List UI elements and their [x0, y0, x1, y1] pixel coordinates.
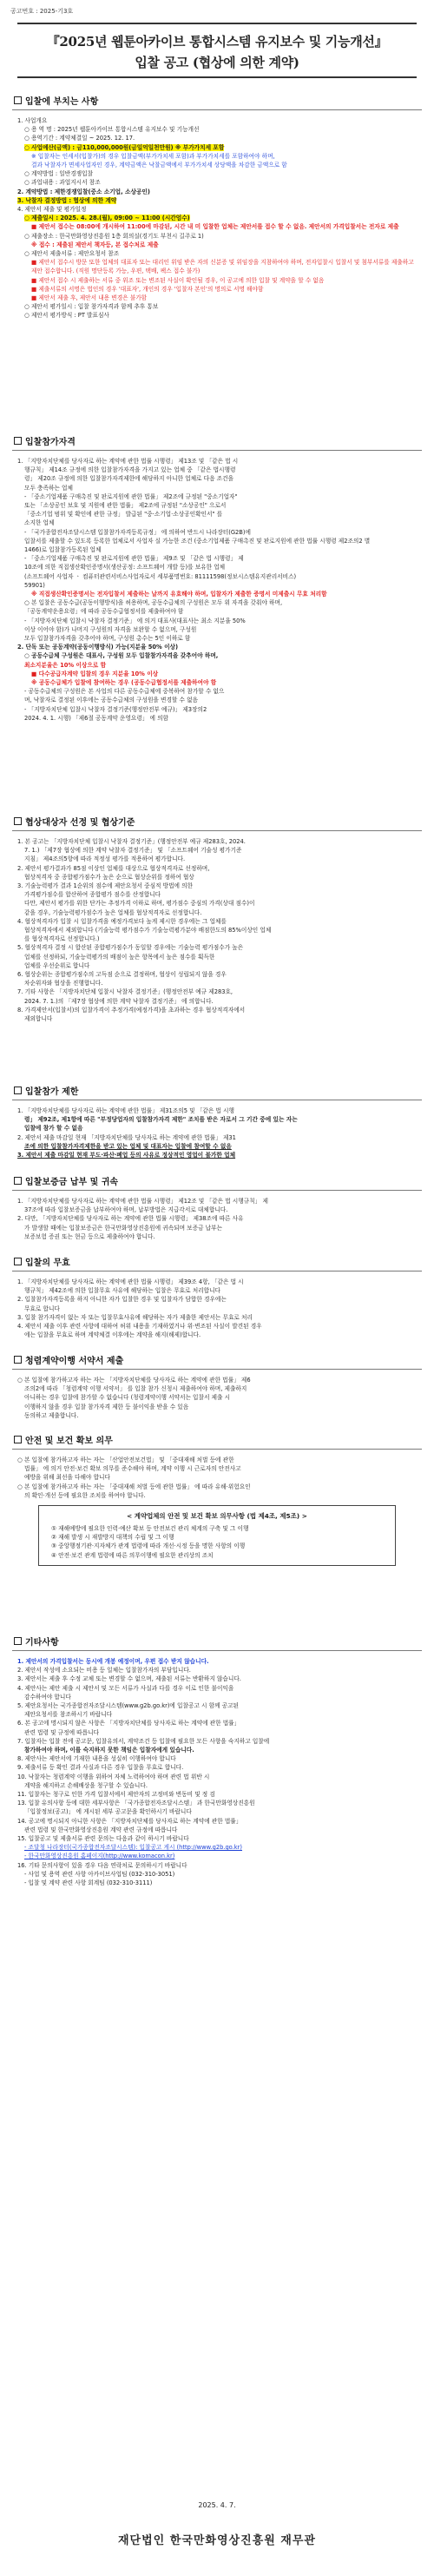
text-line: 1. 「지방자치단체를 당사자로 하는 계약에 관한 법률」 제31조의5 및 「같은 법 시행: [17, 1107, 234, 1114]
text-line: ○ 제안서 평가일시 : 입찰 참가자격과 함께 추후 통보: [24, 303, 159, 311]
text-line: 차순위자와 협상을 진행합니다.: [24, 980, 103, 987]
text-line: - 「지방자치단체 입찰시 낙찰자 결정기준(행정안전부 예규)」 제3장의2: [24, 705, 207, 713]
text-line: 2024. 7. 1.)의 「제7장 협상에 의한 계약 낙찰자 결정기준」 에 의합니다.: [24, 997, 214, 1005]
page-subtitle: 입찰 공고 (협상에 의한 계약): [135, 55, 299, 70]
text-line: 무효로 합니다: [24, 1305, 60, 1312]
text-line: 다만, 제안서 평가를 위한 단가는 추정가격 이하로 하며, 평가점수 중심의 가격(상대 점수)이: [24, 900, 255, 908]
text-line: 또는 「소상공인 보호 및 지원에 관한 법률」 제2조에 규정된 "소상공인" 으로서: [24, 502, 227, 510]
text-line: 며, 낙찰자로 결정된 이후에는 공동수급체의 구성원을 변경할 수 없음: [24, 697, 199, 704]
text-line: 소지한 업체: [24, 519, 55, 527]
text-line: 1. 제안서의 가격입찰서는 동시에 개봉 예정이며, 우편 접수 받지 않습니다.: [17, 1658, 209, 1665]
text-line: 10. 낙찰자는 청렴계약 이행을 위하여 자체 노력하여야 하며 관련 법 위반 시: [17, 1773, 210, 1780]
text-line: 2. 제안서 평가결과가 85점 이상인 업체를 대상으로 협상적격자로 선정하며,: [17, 864, 210, 872]
section-integrity-pledge: [12, 1353, 422, 1420]
text-line: 14. 공고에 명시되지 아니한 사항은 「지방자치단체를 당사자로 하는 계약에 관한 법률」: [17, 1817, 242, 1825]
square-bullet-icon: [14, 437, 22, 445]
section-deposit: [12, 1174, 422, 1241]
text-line: 같을 경우, 기술능력평가점수가 높은 업체를 협상적격자로 선정합니다.: [24, 908, 202, 916]
text-line: 1466)로 입찰참가등록된 업체: [24, 546, 102, 554]
issuer-name: 재단법인 한국만화영상진흥원 재무관: [118, 2534, 316, 2547]
text-line: 5. 협상적격자 결정 시 합산된 종합평가점수가 동일할 경우에는 기술능력 평가점수가 높은: [17, 944, 244, 952]
text-line: 가격평가점수를 합산하여 종합평가 점수를 산정합니다: [24, 891, 161, 899]
text-line: 의 확인·개선 등에 필요한 조치를 하여야 합니다.: [24, 1491, 146, 1499]
section-title: 청렴계약이행 서약서 제출: [12, 1353, 422, 1370]
text-line: 협상적격자에서 제외합니다 (기술능력 평가점수가 기술능력평가분야 배점한도의 85%이상인 업체: [24, 927, 272, 935]
text-line: 4. 제안서 제출 및 평가일정: [17, 206, 87, 214]
text-line: 보증보험 증권 또는 현금 등으로 제출하여야 합니다.: [24, 1232, 155, 1240]
safety-obligations-box: [38, 1505, 396, 1566]
text-line: ○ 과업내용 : 과업지시서 참조: [24, 179, 101, 187]
section-restriction: [12, 1084, 422, 1159]
text-line: - 「국가종합전자조달시스템 입찰참가자격등록규정」 에 의하여 반드시 나라장터(G2B)에: [24, 528, 251, 536]
section-title: 기타사항: [12, 1635, 422, 1651]
text-line: 계약을 해지하고 손해배상을 청구할 수 있습니다.: [24, 1781, 148, 1789]
title-box: [17, 23, 417, 78]
text-line: 결과 낙찰자가 면세사업자인 경우, 계약금액은 낙찰금액에서 부가가치세 상당액을 차감한 금액으로 함: [31, 162, 287, 169]
section-negotiation: [12, 815, 422, 1023]
text-line: 9. 제출서류 등 확인 결과 사실과 다른 경우 입찰을 무효로 합니다.: [17, 1764, 184, 1772]
text-line: 6. 본 공고에 명시되지 않은 사항은 「지방자치단체를 당사자로 하는 계약에 관한 법률」: [17, 1720, 240, 1727]
text-line: ○ 본 입찰에 참가하고자 하는 자는 「중대재해 처벌 등에 관한 법률」 에 따라 유해·위험요인: [17, 1483, 251, 1490]
text-line: 참가하여야 하며, 이를 숙지하지 못한 책임은 입찰자에게 있습니다.: [24, 1747, 194, 1754]
text-line: 1. 「지방자치단체를 당사자로 하는 계약에 관한 법률 시행령」 제12조 및 「같은 법 시행규칙」 제: [17, 1198, 268, 1205]
text-line: 5. 제안요청서는 국가종합전자조달시스템(www.g2b.go.kr)에 입찰공고 시 함께 공고된: [17, 1702, 239, 1710]
text-line: 8. 제안사는 제안서에 기재한 내용을 성실히 이행하여야 합니다: [17, 1755, 176, 1763]
text-line: 모두 입찰참가자격을 갖추어야 하며, 구성원 총수는 5인 이하로 함: [24, 635, 191, 643]
text-line: ④ 안전·보건 관계 법령에 따른 의무이행에 필요한 관리상의 조치: [51, 1551, 214, 1559]
text-line: ○ 본 입찰에 참가하고자 하는 자는 「산업안전보건법」 및 「중대재해 처벌 등에 관한: [17, 1456, 234, 1463]
text-line: 3. 입찰 참가자격이 없는 자 또는 입찰무효사유에 해당하는 자가 제출한 제안서는 무효로 처리: [17, 1313, 253, 1321]
text-line: 2. 제안서 제출 마감일 현재 「지방자치단체를 당사자로 하는 계약에 관한 법률」 제31: [17, 1133, 236, 1141]
text-line: 8. 가격제안서(입찰서)의 입찰가격이 추정가격(예정가격)을 초과하는 경우 협상적격자에서: [17, 1006, 246, 1014]
notice-number: 공고번호 : 2025-기3호: [10, 8, 74, 15]
section-misc: [12, 1635, 422, 1887]
text-line: 3. 제안서는 제출 후 수정 교체 또는 변경할 수 없으며, 제출된 서류는 반환하지 않습니다.: [17, 1675, 241, 1683]
g2b-link-line: [24, 1843, 422, 1852]
text-line: ○ 본 입찰에 참가하고자 하는 자는 「지방자치단체를 당사자로 하는 계약에 관한 법률」 제6: [17, 1377, 251, 1384]
text-line: ○ 공동수급체 구성원은 대표사, 구성원 모두 입찰참가자격을 갖추어야 하며,: [24, 652, 219, 660]
text-line: ○ 본 입찰은 공동수급(공동이행방식)을 허용하며, 공동수급체의 구성원은 모두 위 자격을 갖춰야 하며,: [24, 599, 283, 607]
text-line: - 「중소기업제품 구매촉진 및 판로지원에 관한 법률」 제9조 및 「같은 법 시행령」 제: [24, 555, 244, 563]
square-bullet-icon: [14, 1177, 22, 1185]
text-line: 제안요청서를 참조하시기 바랍니다: [24, 1711, 113, 1719]
text-line: ■ 제안서 접수는 08:00에 개시하여 11:00에 마감된, 시간 내 미 입찰한 업체는 제안서를 접수 할 수 없음. 제안서의 가격입찰서는 전자로 제출: [31, 223, 399, 231]
text-line: 59901): [24, 581, 45, 589]
text-line: ② 재해 발생 시 재발방지 대책의 수립 및 그 이행: [51, 1534, 174, 1542]
text-line: ※ 직접생산확인증명서는 전자입찰서 제출하는 날까지 유효해야 하며, 입찰자가 제출한 증명서 미제출시 무효 처리함: [31, 591, 327, 598]
text-line: 1. 사업개요: [17, 117, 48, 124]
text-line: - 사업 및 용역 관련 사항 아카이브사업팀 (032-310-3051): [24, 1870, 175, 1878]
square-bullet-icon: [14, 1087, 22, 1094]
section-title: 입찰참가 제한: [12, 1084, 422, 1100]
text-line: ○ 제안서 평가방식 : PT 발표심사: [24, 312, 109, 320]
square-bullet-icon: [14, 817, 22, 825]
text-line: 법률」 에 의거 안전·보건 확보 의무를 준수해야 하며, 계약 이행 시 근로자의 안전사고: [24, 1465, 241, 1473]
text-line: ○ 용역기간 : 계약체결일 ~ 2025. 12. 17.: [24, 135, 135, 142]
text-line: 조에 의한 입찰참가자격제한을 받고 있는 업체 및 대표자는 입찰에 참여할 수 없음: [24, 1142, 232, 1150]
text-line: 2. 입찰참가자격등록을 하지 아니한 자가 입찰한 경우 및 입찰자가 담합한 경우에는: [17, 1296, 227, 1304]
square-bullet-icon: [14, 1258, 22, 1265]
text-line: ③ 중앙행정기관·지자체가 관계 법령에 따라 개선·시정 등을 명한 사항의 이행: [51, 1542, 246, 1550]
text-line: 동의하고 제출합니다.: [24, 1411, 79, 1419]
text-line: 지침」 제4조의5항에 따라 적정성 평가를 적용하여 평가합니다.: [24, 855, 186, 863]
text-line: ※ 접수 : 제출된 제안서 책자등, 본 접수처로 제출: [31, 241, 159, 248]
text-line: ① 재해예방에 필요한 인력·예산 확보 등 안전보건 관리 체계의 구축 및 그 이행: [51, 1525, 249, 1533]
text-line: ■ 제안서 접수 시 제출하는 서류 중 위조 또는 변조된 사실이 확인될 경우, 이 공고에 의한 입찰 및 계약을 할 수 없음: [31, 276, 325, 284]
text-line: 2. 다만, 「지방자치단체를 당사자로 하는 계약에 관한 법률 시행령」 제38조에 따른 사유: [17, 1215, 244, 1223]
text-line: 행규칙」 제14조 규정에 의한 입찰참가자격을 가지고 있는 업체 중 「같은 법시행령: [24, 466, 236, 474]
text-line: 11. 입찰자는 청구로 인한 가격 입찰서에서 제안자의 고정비와 변동비 및 정 검: [17, 1791, 215, 1799]
section-bid-items: [12, 94, 422, 320]
text-line: 가 발생할 때에는 입찰보증금은 한국만화영상진흥원에 귀속되며 보증금 납부는: [24, 1224, 223, 1232]
text-line: 13. 입찰 유의사항 등에 대한 세부사항은 「국가종합전자조달시스템」 과 한국만화영상진흥원: [17, 1800, 255, 1807]
section-safety: [12, 1433, 422, 1571]
komacon-link[interactable]: - 한국만화영상진흥원 홈페이지(http://www.komacon.kr): [24, 1853, 175, 1860]
text-line: 를 협상적격자로 선정합니다.): [24, 935, 100, 943]
text-line: 2024. 4. 1. 시행) 「제6절 공동계약 운영요령」 에 의함: [24, 714, 169, 722]
text-line: 15. 입찰공고 및 제출서류 관련 문의는 다음과 같이 하시기 바랍니다: [17, 1835, 189, 1843]
text-line: 조의2에 따라 「청렴계약 이행 서약서」 를 입찰 참가 신청시 제출하여야 하며, 제출하지: [24, 1385, 247, 1393]
square-bullet-icon: [14, 1436, 22, 1443]
text-line: 3. 제안서 제출 마감일 현재 부도·파산·폐업 등의 사유로 정상적인 영업이 불가한 업체: [17, 1152, 236, 1159]
text-line: - 공동수급체의 구성원은 본 사업의 다른 공동수급체에 중복하여 참가할 수 없으: [24, 688, 225, 696]
text-line: 4. 제안사는 제안 제출 시 제안서 및 모든 서류가 사실과 다를 경우 이로 인한 불이익을: [17, 1684, 234, 1692]
text-line: 4. 협상적격자가 입찰 시 입찰가격을 예정가격보다 높게 제시한 경우에는 그 업체를: [17, 917, 227, 925]
text-line: ○ 제안서 제출서류 : 제안요청서 참조: [24, 250, 120, 258]
section-title: 입찰보증금 납부 및 귀속: [12, 1174, 422, 1191]
text-line: 2. 단독 또는 공동계약(공동이행방식) 가능(지분율 50% 이상): [17, 644, 179, 651]
text-line: 최소지분율은 10% 이상으로 함: [24, 661, 107, 669]
text-line: 이행하지 않을 경우 입찰 참가자격 제한 등 불이익을 받을 수 있음: [24, 1403, 189, 1410]
text-line: (소프트웨어 사업자 ㆍ 컴퓨터관련서비스사업자로서 세부품명번호: 81111598(정보시스템유지관리서비스): [24, 572, 297, 580]
notice-date: 2025. 4. 7.: [198, 2501, 236, 2509]
section-title: 안전 및 보건 확보 의무: [12, 1433, 422, 1450]
budget-line: ○ 사업예산(금액) : 금110,000,000원(금일억일천만원) ※ 부가가치세 포함: [24, 143, 225, 151]
text-line: 2. 제안서 작성에 소요되는 비용 등 일체는 입찰참가자의 부담입니다.: [17, 1667, 191, 1674]
section-title: 입찰참가자격: [12, 434, 422, 451]
text-line: ○ 계약방법 : 일반경쟁입찰: [24, 170, 94, 178]
text-line: 7. 입찰자는 입찰 전에 공고문, 입찰유의서, 계약조건 등 입찰에 필요한 모든 사항을 숙지하고 입찰에: [17, 1737, 270, 1745]
section-qualification: [12, 434, 422, 723]
text-line: 령」 제92조, 제1항에 따른 "부정당업자의 입찰참가자격 제한" 조치를 받은 자로서 그 기간 중에 있는 자는: [24, 1116, 298, 1124]
text-line: 3. 기술능력평가 결과 1순위의 점수에 제안요청서 중심적 방법에 의한: [17, 882, 194, 890]
square-bullet-icon: [14, 1356, 22, 1364]
text-line: 에는 입찰을 무효로 하며 계약체결 이후에는 계약을 해지(해제)합니다.: [24, 1331, 201, 1339]
text-line: 입찰서를 제출할 수 있도록 등록한 업체로서 사업자 실 가능한 조건 (중소기업제품 구매촉진 및 판로지원에 관한 법률 시행령 제2조의2 별: [24, 537, 371, 545]
text-line: 제안 접수합니다. (직원 명단등록 가능, 우편, 택배, 팩스 접수 불가): [31, 268, 201, 275]
g2b-link[interactable]: - 조달청 나라장터(국가종합전자조달시스템): 입찰공고 게시 (http://www.g2b.go.kr): [24, 1844, 243, 1852]
text-line: 아니하는 경우 입찰에 참가할 수 없습니다 (청렴계약이행 서약서는 입찰서 제출 시: [24, 1394, 231, 1402]
page-title: 『2025년 웹툰아카이브 통합시스템 유지보수 및 기능개선』: [46, 34, 388, 50]
text-line: 업체를 우선순위로 합니다: [24, 961, 90, 969]
text-line: ※ 공동수급체가 입찰에 참여하는 경우 (공동수급협정서를 제출하여야 함: [31, 679, 217, 687]
text-line: 4. 제안서 제출 이후 관련 사항에 대하여 허위 내용을 기재하였거나 위·변조된 사실이 발견된 경우: [17, 1323, 262, 1331]
text-line: 16. 기타 문의사항이 있을 경우 다음 연락처로 문의하시기 바랍니다: [17, 1861, 187, 1869]
text-line: 업체를 선정하되, 기술능력평가의 배점이 높은 항목에서 높은 점수를 획득한: [24, 953, 215, 961]
text-line: ※ 입찰자는 인세서(입찰가)의 경우 입찰금액(부가가치세 포함)과 부가가치세를 포함하여야 하며,: [31, 152, 275, 160]
text-line: 7. 기타 사항은 「지방자치단체 입찰시 낙찰자 결정기준」(행정안전부 예규 제283호,: [17, 988, 233, 996]
box-title: < 계약업체의 안전 및 보건 확보 의무사항 (법 제4조, 제5조) >: [127, 1512, 307, 1521]
text-line: 1. 본 공고는 「지방자치단체 입찰시 낙찰자 결정기준」(행정안전부 예규 제283호, 2024.: [17, 838, 246, 845]
submission-date-line: ○ 제출일시 : 2025. 4. 28.(월), 09:00 ~ 11:00 (시간엄수): [24, 215, 190, 222]
komacon-link-line: [24, 1852, 422, 1860]
text-line: 관련 법령 및 규정에 따릅니다: [24, 1728, 100, 1736]
text-line: 관련 법령 및 한국만화영상진흥원 계약 관련 규정에 따릅니다: [24, 1826, 178, 1833]
text-line: 이상 이어야 함)가 나머지 구성원의 자격을 보완할 수 없으며, 구성원: [24, 625, 197, 633]
section-title: 협상대상자 선정 및 협상기준: [12, 815, 422, 831]
text-line: 협상적격자 중 종합평가점수가 높은 순으로 협상순위를 정하여 협상: [24, 873, 194, 881]
section-title: 입찰의 무효: [12, 1255, 422, 1271]
text-line: 「입찰정보(공고)」 에 게시된 세부 공고문을 확인하시기 바랍니다: [24, 1808, 192, 1816]
text-line: 37조에 따라 입찰보증금을 납부하여야 하며, 납부방법은 지급각서로 대체합니다.: [24, 1206, 228, 1214]
square-bullet-icon: [14, 1637, 22, 1645]
text-line: 7. 1.) 「제7장 협상에 의한 계약 낙찰자 결정기준」 및 「소프트웨어 기술성 평가기준: [24, 847, 242, 855]
text-line: 감수하여야 합니다: [24, 1693, 71, 1701]
text-line: 제외합니다: [24, 1015, 53, 1023]
section-invalidity: [12, 1255, 422, 1339]
text-line: - 입찰 및 계약 관련 사항 회계팀 (032-310-3111): [24, 1879, 153, 1887]
text-line: ■ 제안서 접수시 방문 또한 업체의 대표자 또는 대리인 위임 받은 자의 신분증 및 위임장을 지참하여야 하며, 전자입찰시 입찰서 및 첨부서류를 제출하고: [31, 259, 414, 267]
text-line: ○ 용 역 명 : 2025년 웹툰아카이브 통합시스템 유지보수 및 기능개선: [24, 126, 200, 134]
text-line: ■ 다수공급자계약 입찰의 경우 지분율 10% 이상: [31, 670, 159, 677]
text-line: - 「중소기업제품 구매촉진 및 판로지원에 관한 법률」 제2조에 규정된 "중소기업자": [24, 492, 238, 500]
text-line: 예방을 위해 최선을 다해야 합니다: [24, 1474, 110, 1482]
section-title: 입찰에 부치는 사항: [12, 94, 422, 110]
text-line: 「공동계약운용요령」에 따라 공동수급협정서를 제출하여야 함: [24, 608, 184, 616]
text-line: 1. 「지방자치단체를 당사자로 하는 계약에 관한 법률 시행령」 제13조 및 「같은 법 시: [17, 458, 239, 465]
text-line: 1. 「지방자치단체를 당사자로 하는 계약에 관한 법률 시행령」 제39조 4항, 「같은 법 시: [17, 1278, 244, 1285]
text-line: 3. 낙찰자 결정방법 : 협상에 의한 계약: [17, 196, 117, 204]
text-line: 6. 협상순위는 종합평가점수의 고득점 순으로 결정하며, 협상이 성립되지 않을 경우: [17, 971, 227, 979]
square-bullet-icon: [14, 96, 22, 104]
text-line: 행규칙」 제42조에 의한 입찰무효 사유에 해당하는 입찰은 무효로 처리합니다: [24, 1287, 221, 1295]
text-line: 령」 제20조 규정에 의한 입찰참가자격제한에 해당하지 아니한 업체로 다음 조건을: [24, 475, 234, 483]
text-line: 2. 계약방법 : 제한경쟁입찰(중소 소기업, 소상공인): [17, 188, 150, 195]
text-line: ○ 제출장소 : 한국만화영상진흥원 1층 회의실(경기도 부천시 길주로 1): [24, 232, 204, 240]
text-line: 「중소기업 범위 및 확인에 관한 규정」 발급된 "중·소기업·소상공인확인서" 를: [24, 511, 223, 519]
text-line: 입찰에 참가 할 수 없음: [24, 1125, 83, 1133]
text-line: ■ 제안서 제출 후, 제안서 내용 변경은 불가함: [31, 294, 148, 302]
text-line: 모두 충족하는 업체: [24, 484, 73, 492]
text-line: 10조에 의한 직접생산확인증명서(생산공정: 소프트웨어 개발 등)를 보유한 업체: [24, 564, 226, 571]
text-line: - 「지방자치단체 입찰시 낙찰자 결정기준」 에 의거 대표사(대표사는 최소 지분율 50%: [24, 617, 246, 624]
text-line: ■ 제출서류의 서명은 법인의 경우 '대표자', 개인의 경우 '입찰자 본인'의 명의로 서명 해야함: [31, 285, 264, 293]
